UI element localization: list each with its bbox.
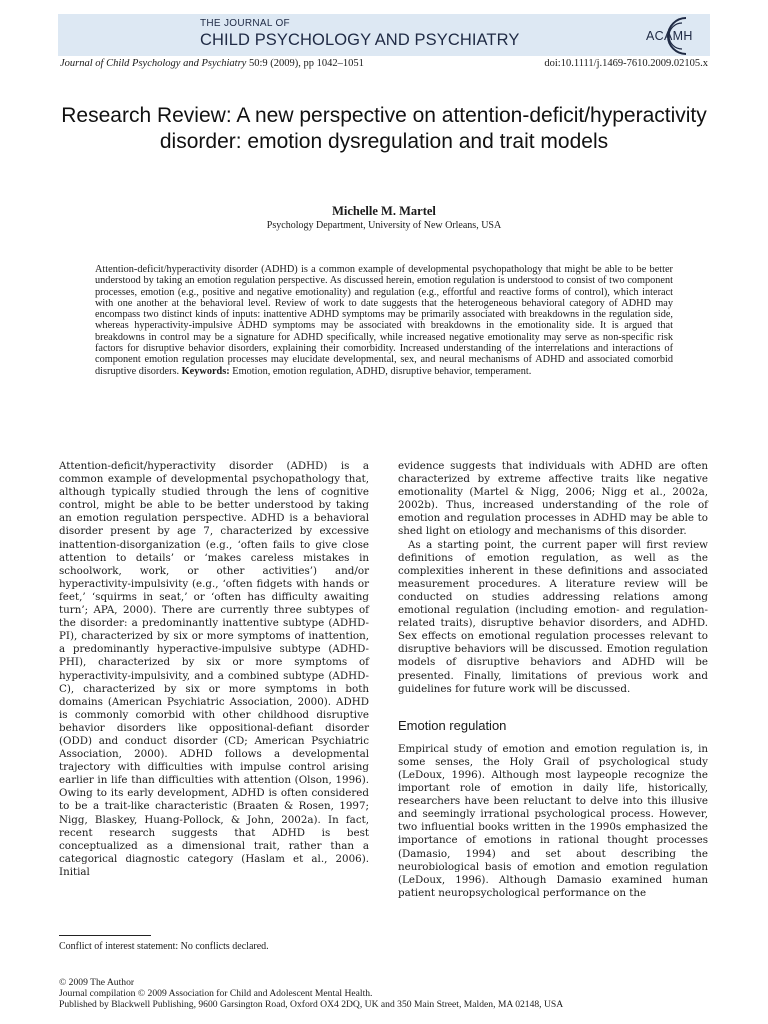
conflict-statement: Conflict of interest statement: No conflicts declared. [59, 941, 269, 952]
footnote-rule [59, 935, 151, 936]
journal-citation [60, 58, 364, 69]
page-footer [59, 977, 563, 1010]
doi[interactable]: doi:10.1111/j.1469-7610.2009.02105.x [544, 58, 708, 69]
acamh-logo [642, 14, 706, 58]
paragraph: Attention-deficit/hyperactivity disorder (ADHD) is a common example of developmental psychopathology that, although typically studied through the lens of cognitive control, might be able to be better understood by taking an emotion regulation perspective. ADHD is a behavioral disorder present by age 7, characterized by excessive inattention-disorganization (e.g., ‘often fails to give close attention to details’ or ‘makes careless mistakes in schoolwork, work, or other activities’) and/or hyperactivity-impulsivity (e.g., ‘often fidgets with hands or feet,’ ‘squirms in seat,’ or ‘often has difficulty awaiting turn’; APA, 2000). There are currently three subtypes of the disorder: a predominantly inattentive subtype (ADHD-PI), characterized by six or more symptoms of inattention, a predominantly hyperactive-impulsive subtype (ADHD-PHI), characterized by six or more symptoms of hyperactivity-impulsivity, and a combined subtype (ADHD-C), characterized by six or more symptoms in both domains (American Psychiatric Association, 2000). ADHD is commonly comorbid with other childhood disruptive behavior disorders like oppositional-defiant disorder (ODD) and conduct disorder (CD; American Psychiatric Association, 2000). ADHD follows a developmental trajectory with difficulties with impulse control arising earlier in life than difficulties with attention (Olson, 1996). Owing to its early development, ADHD is often considered to be a trait-like characteristic (Braaten & Rosen, 1997; Nigg, Blaskey, Huang-Pollock, & John, 2002a). In fact, recent research suggests that ADHD is best conceptualized as a dimensional trait, rather than a categorical diagnostic category (Haslam et al., 2006). Initial [59, 460, 369, 878]
abstract [95, 264, 673, 377]
author-name: Michelle M. Martel [332, 204, 436, 218]
paragraph: evidence suggests that individuals with ADHD are often characterized by extreme affective traits like negative emotionality (Martel & Nigg, 2006; Nigg et al., 2002a, 2002b). Thus, increased understanding of the role of emotion and regulation processes in ADHD may be able to shed light on etiology and mechanisms of this disorder. [398, 460, 708, 538]
abstract-text: Attention-deficit/hyperactivity disorder (ADHD) is a common example of developmental psychopathology that might be able to be better understood by taking an emotion regulation perspective. As discussed herein, emotion regulation is understood to consist of two component processes, emotion (e.g., positive and negative emotionality) and regulation (e.g., effortful and reactive forms of control), which interact with one another at the behavioral level. Review of work to date suggests that the heterogeneous behavioral category of ADHD may encompass two distinct kinds of inputs: inattentive ADHD symptoms may be primarily associated with breakdowns in the regulation side, whereas hyperactivity-impulsive ADHD symptoms may be associated with breakdowns in the emotionality side. It is argued that breakdowns in control may be a signature for ADHD specifically, while increased negative emotionality may serve as non-specific risk factors for disruptive behavior disorders, explaining their comorbidity. Increased understanding of the interrelations and interactions of component emotion regulation processes may elucidate developmental, sex, and neural mechanisms of ADHD and associated comorbid disruptive disorders. [95, 264, 673, 377]
publisher-line: Published by Blackwell Publishing, 9600 Garsington Road, Oxford OX4 2DQ, UK and 350 Main Street, Malden, MA 02148, USA [59, 999, 564, 1010]
logo-text: ACAMH [646, 29, 693, 43]
journal-name-small: THE JOURNAL OF [200, 18, 290, 29]
journal-name: CHILD PSYCHOLOGY AND PSYCHIATRY [200, 31, 520, 49]
citation-volume: 50:9 (2009), pp 1042–1051 [248, 58, 364, 69]
section-heading: Emotion regulation [398, 717, 507, 733]
citation-journal: Journal of Child Psychology and Psychiatry [60, 58, 247, 69]
body-column-left [59, 460, 369, 879]
body-column-right [398, 460, 708, 900]
article-title: Research Review: A new perspective on attention-deficit/hyperactivity disorder: emotion dysregulation and trait models [61, 104, 707, 153]
copyright-compilation: Journal compilation © 2009 Association for Child and Adolescent Mental Health. [59, 988, 373, 999]
paragraph: Empirical study of emotion and emotion regulation is, in some senses, the Holy Grail of psychological study (LeDoux, 1996). Although most laypeople recognize the important role of emotion in daily life, historically, researchers have been reluctant to delve into this illusive and seemingly irrational psychological process. However, two influential books written in the 1990s emphasized the importance of emotions in rational thought processes (Damasio, 1994) and set about describing the neurobiological basis of emotion and emotion regulation (LeDoux, 1996). Although Damasio examined human patient neuropsychological performance on the [398, 742, 708, 899]
journal-banner [58, 14, 710, 56]
author-affiliation: Psychology Department, University of New Orleans, USA [266, 220, 502, 231]
paragraph: As a starting point, the current paper will first review definitions of emotion regulation, as well as the complexities inherent in these definitions and associated measurement procedures. A literature review will be conducted on studies addressing relations among emotional regulation (including emotion- and regulation-related traits), disruptive behavior disorders, and ADHD. Sex effects on emotional regulation processes relevant to disruptive behaviors will be discussed. Emotion regulation models of disruptive behaviors and ADHD will be presented. Finally, limitations of previous work and guidelines for future work will be discussed. [398, 538, 708, 695]
keywords: Emotion, emotion regulation, ADHD, disruptive behavior, temperament. [232, 365, 532, 377]
copyright-author: © 2009 The Author [59, 977, 135, 988]
keywords-label: Keywords: [181, 365, 230, 377]
